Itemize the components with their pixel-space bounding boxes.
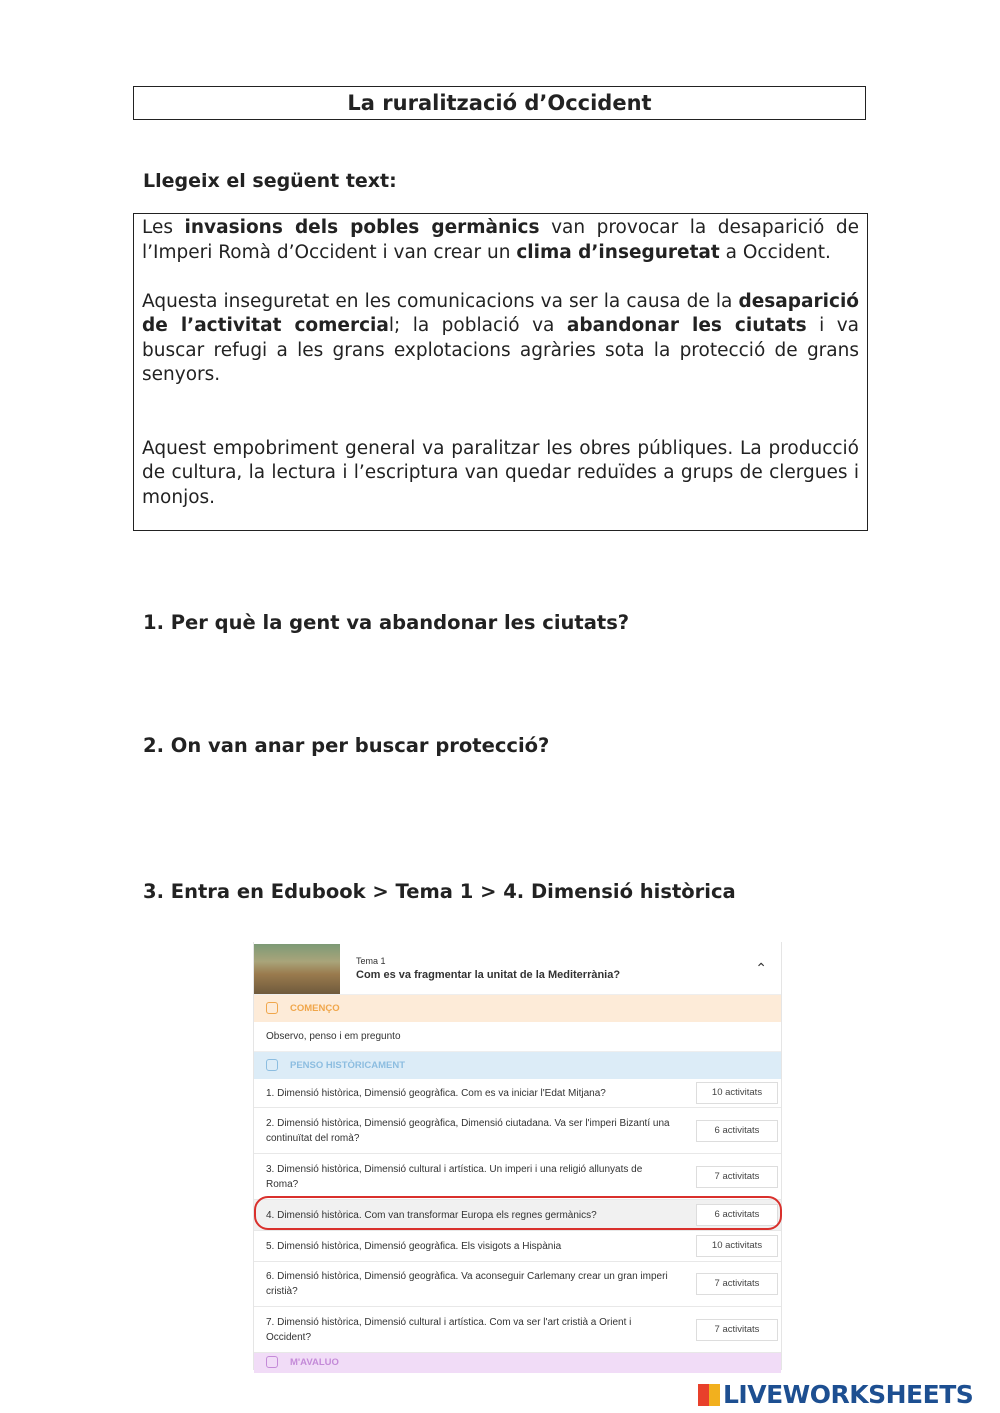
text: Les — [142, 217, 185, 238]
paragraph-1 — [142, 216, 859, 265]
item-label: 1. Dimensió històrica, Dimensió geogràfica. Com es va iniciar l'Edat Mitjana? — [266, 1087, 606, 1099]
bold-text: desaparició de l’activitat comercia — [142, 290, 859, 336]
section-penso — [254, 1052, 781, 1079]
red-highlight-outline — [254, 1196, 782, 1230]
item-label: 7. Dimensió històrica, Dimensió cultural i artística. Com va ser l'art cristià a Orient i Occident? — [266, 1316, 632, 1343]
item-label: 3. Dimensió històrica, Dimensió cultural i artística. Un imperi i una religió allunyats de Roma? — [266, 1163, 643, 1190]
worksheet-title: La ruralització d’Occident — [133, 86, 866, 120]
list-item: Observo, penso i em pregunto — [254, 1022, 781, 1052]
activity-count: 7 activitats — [696, 1166, 778, 1188]
list-item — [254, 1262, 781, 1307]
list-item — [254, 1108, 781, 1154]
activity-count: 10 activitats — [696, 1235, 778, 1257]
activity-count: 10 activitats — [696, 1082, 778, 1104]
activity-count: 6 activitats — [696, 1120, 778, 1142]
cube-icon — [266, 1059, 278, 1071]
activity-count: 7 activitats — [696, 1273, 778, 1295]
paragraph-3: Aquest empobriment general va paralitzar les obres públiques. La producció de cultura, la lectura i l’escriptura van quedar reduïdes a grups de clergues i monjos. — [142, 437, 859, 508]
section-mavaluo — [254, 1353, 781, 1373]
text: Aquesta inseguretat en les comunicacions va ser la causa de la — [142, 290, 739, 312]
section-comenco — [254, 995, 781, 1022]
item-label: 4. Dimensió històrica. Com van transformar Europa els regnes germànics? — [266, 1209, 597, 1221]
house-icon — [266, 1356, 278, 1368]
question-2: 2. On van anar per buscar protecció? — [143, 734, 550, 757]
section-label: M'AVALUO — [290, 1357, 339, 1368]
chevron-up-icon: ⌃ — [755, 960, 767, 976]
edubook-screenshot — [253, 942, 782, 1370]
logo-text: LIVEWORKSHEETS — [723, 1380, 974, 1409]
activity-count: 6 activitats — [696, 1204, 778, 1226]
section-label: PENSO HISTÒRICAMENT — [290, 1060, 406, 1071]
list-item — [254, 1231, 781, 1262]
list-item — [254, 1307, 781, 1353]
text: a Occident. — [719, 241, 831, 263]
item-label: 5. Dimensió històrica, Dimensió geogràfica. Els visigots a Hispània — [266, 1240, 562, 1252]
text: van provocar la desaparició de l’Imperi Romà d’Occident i van crear un — [142, 217, 859, 263]
bold-text: clima d’inseguretat — [516, 241, 720, 263]
instruction: Llegeix el següent text: — [143, 170, 397, 192]
question-3: 3. Entra en Edubook > Tema 1 > 4. Dimensió històrica — [143, 880, 736, 903]
logo-icon — [698, 1384, 720, 1406]
bold-text: abandonar les ciutats — [566, 315, 807, 336]
list-item — [254, 1079, 781, 1108]
topic-number: Tema 1 — [356, 956, 386, 966]
hexagon-icon — [266, 1002, 278, 1014]
list-item — [254, 1154, 781, 1200]
section-label: COMENÇO — [290, 1003, 340, 1014]
paragraph-2 — [142, 290, 859, 388]
topic-thumbnail — [254, 944, 340, 994]
question-1: 1. Per què la gent va abandonar les ciutats? — [143, 611, 630, 634]
item-label: 6. Dimensió històrica, Dimensió geogràfica. Va aconseguir Carlemany crear un gran imperi cristià? — [266, 1271, 668, 1297]
item-label: 2. Dimensió històrica, Dimensió geogràfica, Dimensió ciutadana. Va ser l'imperi Bizantí una continuïtat del romà? — [266, 1117, 670, 1144]
bold-text: invasions dels pobles germànics — [184, 217, 540, 238]
text: i va buscar refugi a les grans explotacions agràries sota la protecció de grans senyors. — [142, 315, 859, 385]
activity-count: 7 activitats — [696, 1319, 778, 1341]
reading-text-box — [133, 213, 868, 531]
topic-header — [254, 942, 781, 995]
text: l; la població va — [388, 315, 567, 336]
topic-title: Com es va fragmentar la unitat de la Mediterrània? — [356, 969, 621, 981]
liveworksheets-logo — [698, 1380, 973, 1409]
